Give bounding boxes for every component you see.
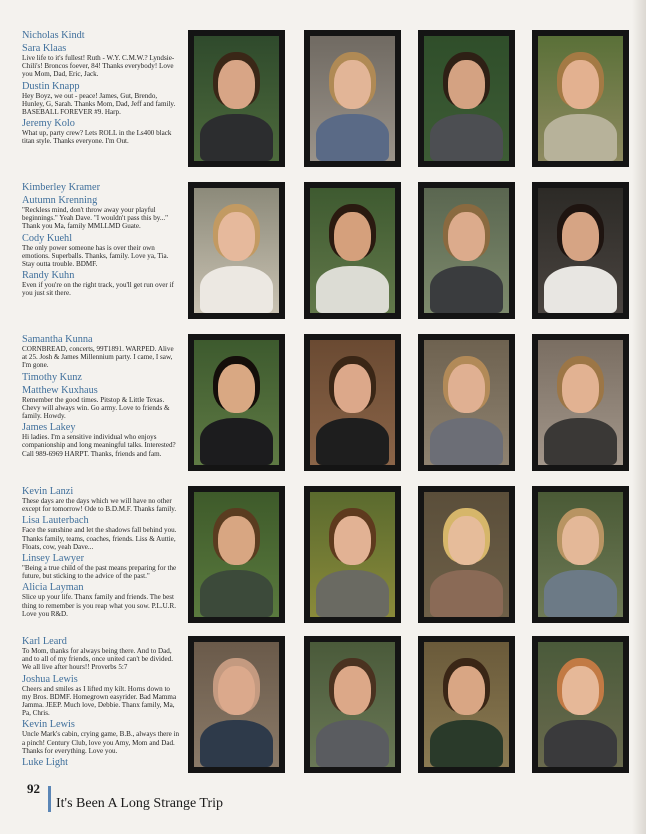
student-quote: Cheers and smiles as I lifted my kilt. Horns down to my Bros. BDMF. Homegrown easyrider. Bad Mamma Jamma. JEEP. Much love, Debbie. Thanx family, Ma, Pa, Chris. xyxy=(22,684,177,718)
bio-column xyxy=(22,30,180,170)
student-name: Luke Light xyxy=(22,757,69,769)
student-name: Kevin Lanzi xyxy=(22,486,74,497)
student-name: Samantha Kunna xyxy=(22,334,93,345)
bio-column xyxy=(22,486,180,626)
student-quote: These days are the days which we will have no other except for tomorrow! Ode to B.D.M.F. Thanks family. xyxy=(22,497,177,514)
page-number: 92 xyxy=(27,781,40,796)
portrait-photo xyxy=(304,636,401,773)
student-row xyxy=(22,182,634,322)
student-row xyxy=(22,30,634,170)
student-quote: Even if you're on the right track, you'll get run over if you just sit there. xyxy=(22,281,174,298)
portrait-photo xyxy=(188,182,285,319)
student-quote: To Mom, thanks for always being there. And to Dad, and to all of my friends, once united can't be divided. We all live after hours!! Proverbs 5:7 xyxy=(22,647,173,672)
student-entry xyxy=(22,674,180,718)
footer-title: It's Been A Long Strange Trip xyxy=(56,796,224,811)
student-quote: Slice up your life. Thanx family and friends. The best thing to remember is you reap what you sow. P.L.U.R. Love you R&D. xyxy=(22,593,177,618)
student-name: Sara Klaas xyxy=(22,43,67,54)
portrait-photo xyxy=(188,334,285,471)
portrait-photo xyxy=(304,182,401,319)
student-quote: "Being a true child of the past means preparing for the future, but sticking to the advice of the past." xyxy=(22,564,177,581)
student-entry xyxy=(22,582,180,618)
student-quote: CORNBREAD, concerts, 99T1891. WARPED. Alive at 25. Josh & James Millennium party. I came, I saw, I'm gone. xyxy=(22,345,174,370)
portrait-photo xyxy=(188,486,285,623)
student-entry xyxy=(22,385,180,421)
student-name: James Lakey xyxy=(22,422,76,434)
portrait-photo xyxy=(418,30,515,167)
student-entry xyxy=(22,182,180,193)
student-name: Autumn Krenning xyxy=(22,195,98,206)
portrait-photo xyxy=(418,636,515,773)
student-quote: Live life to it's fullest! Ruth - W.Y. C.M.W.? Lyndsie-Chili's! Broncos foever, 84! Thanks everybody! Love you Mom, Dad, Eric, Jack. xyxy=(22,54,175,79)
student-quote: "Reckless mind, don't throw away your playful beginnings." Yeah Dave. "I wouldn't pass this by..." Thank you Ma, family MMLLMD Guate. xyxy=(22,206,169,231)
student-name: Timothy Kunz xyxy=(22,371,82,383)
portrait-photo xyxy=(304,486,401,623)
student-entry xyxy=(22,81,180,117)
student-row xyxy=(22,486,634,626)
student-quote: Face the sunshine and let the shadows fall behind you. Thanks family, teams, coaches, friends. Liss & Auttie, Floats, cow, yeah Dave... xyxy=(22,526,177,551)
bio-column xyxy=(22,334,180,474)
student-name: Jeremy Kolo xyxy=(22,118,75,130)
student-entry xyxy=(22,553,180,580)
portrait-photo xyxy=(418,486,515,623)
student-name: Linsey Lawyer xyxy=(22,553,85,565)
portrait-photo xyxy=(532,182,629,319)
student-entry xyxy=(22,486,180,513)
student-entry xyxy=(22,757,180,768)
portrait-photo xyxy=(532,486,629,623)
student-name: Nicholas Kindt xyxy=(22,30,85,41)
student-name: Kimberley Kramer xyxy=(22,182,101,193)
student-entry xyxy=(22,334,180,370)
portrait-photo xyxy=(418,182,515,319)
student-quote: Hi ladies. I'm a sensitive individual who enjoys companionship and long meaningful talks. Interested? Call 989-6969 HARPT. Thanks, friends and fam. xyxy=(22,433,176,458)
student-entry xyxy=(22,195,180,231)
student-quote: Hey Boyz, we out - peace! James, Gut, Brendo, Hunley, G, Sarah. Thanks Mom, Dad, Jeff and family. BASEBALL FOREVER #9. Harp. xyxy=(22,91,176,117)
student-entry xyxy=(22,118,180,145)
student-name: Matthew Kuxhaus xyxy=(22,384,98,396)
student-name: Alicia Layman xyxy=(22,582,84,594)
student-entry xyxy=(22,233,180,269)
student-row xyxy=(22,334,634,474)
student-entry xyxy=(22,372,180,383)
student-quote: The only power someone has is over their own emotions. Superballs. Thanks, family. Love ya, Tia. Stay outta trouble. BDMF. xyxy=(22,243,169,269)
student-name: Karl Leard xyxy=(22,636,67,647)
student-entry xyxy=(22,719,180,755)
portrait-photo xyxy=(304,30,401,167)
footer-accent-bar xyxy=(48,786,51,812)
portrait-photo xyxy=(188,30,285,167)
portrait-photo xyxy=(532,30,629,167)
bio-column xyxy=(22,636,180,776)
student-quote: Uncle Mark's cabin, crying game, B.B., always there in a pinch! Century Club, love you Amy, Mom and Dad. Thanks for everything. Love you. xyxy=(22,730,180,755)
student-quote: Remember the good times. Pitstop & Little Texas. Chevy will always win. Go army. Love to friends & family. Howdy. xyxy=(22,395,170,421)
bio-column xyxy=(22,182,180,322)
student-entry xyxy=(22,43,180,79)
portrait-photo xyxy=(418,334,515,471)
student-entry xyxy=(22,30,180,41)
portrait-photo xyxy=(532,334,629,471)
student-name: Dustin Knapp xyxy=(22,80,80,92)
portrait-photo xyxy=(188,636,285,773)
student-entry xyxy=(22,422,180,458)
student-name: Joshua Lewis xyxy=(22,673,78,685)
portrait-photo xyxy=(532,636,629,773)
student-quote: What up, party crew? Lets ROLL in the Ls400 black titan style. Thanks everyone. I'm Out. xyxy=(22,129,172,146)
portrait-photo xyxy=(304,334,401,471)
student-name: Cody Kuehl xyxy=(22,232,73,244)
student-entry xyxy=(22,515,180,551)
student-name: Lisa Lauterbach xyxy=(22,515,89,527)
student-entry xyxy=(22,270,180,297)
student-name: Kevin Lewis xyxy=(22,719,75,731)
student-entry xyxy=(22,636,180,672)
page-edge-shadow xyxy=(632,0,646,834)
student-row xyxy=(22,636,634,776)
student-name: Randy Kuhn xyxy=(22,270,75,282)
